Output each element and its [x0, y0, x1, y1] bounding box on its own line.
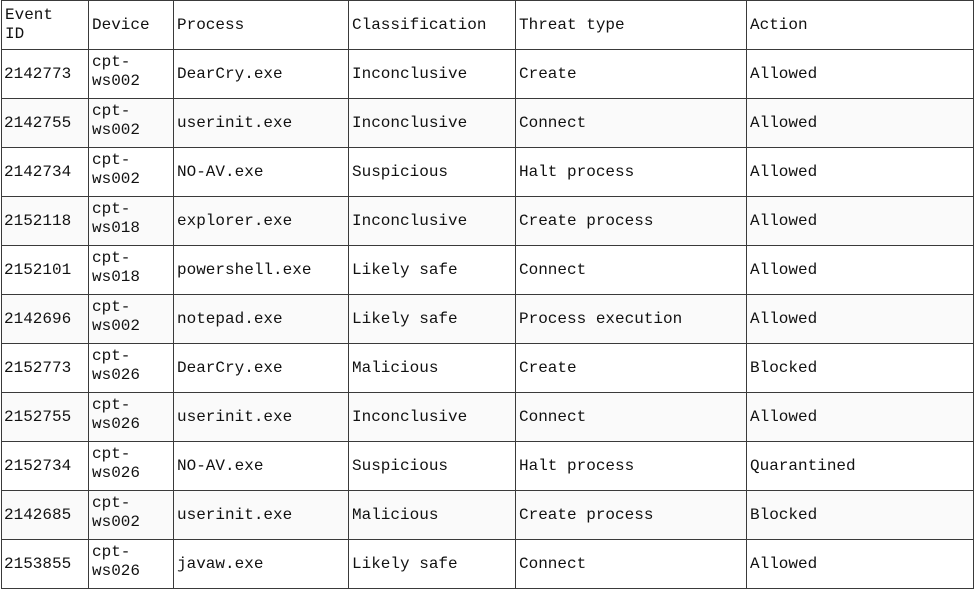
cell-process: explorer.exe [174, 197, 349, 246]
column-header-event-id: Event ID [2, 1, 89, 50]
cell-process: notepad.exe [174, 295, 349, 344]
table-row [2, 246, 974, 295]
table-row [2, 197, 974, 246]
table-row [2, 540, 974, 589]
column-header-device: Device [89, 1, 174, 50]
table-body [2, 50, 974, 589]
cell-process: userinit.exe [174, 491, 349, 540]
cell-threat-type: Process execution [516, 295, 747, 344]
cell-device: cpt- ws026 [89, 540, 174, 589]
cell-event-id: 2152101 [2, 246, 89, 295]
cell-device: cpt- ws002 [89, 50, 174, 99]
cell-threat-type: Connect [516, 540, 747, 589]
cell-classification: Inconclusive [349, 99, 516, 148]
cell-action: Allowed [747, 197, 974, 246]
table-row [2, 344, 974, 393]
cell-process: DearCry.exe [174, 344, 349, 393]
cell-threat-type: Create [516, 50, 747, 99]
cell-threat-type: Create [516, 344, 747, 393]
cell-event-id: 2142773 [2, 50, 89, 99]
cell-process: NO-AV.exe [174, 442, 349, 491]
cell-action: Allowed [747, 393, 974, 442]
cell-classification: Inconclusive [349, 197, 516, 246]
table-row [2, 295, 974, 344]
cell-classification: Likely safe [349, 540, 516, 589]
column-header-process: Process [174, 1, 349, 50]
cell-classification: Likely safe [349, 246, 516, 295]
cell-device: cpt- ws026 [89, 442, 174, 491]
cell-action: Allowed [747, 540, 974, 589]
cell-threat-type: Halt process [516, 148, 747, 197]
cell-event-id: 2142755 [2, 99, 89, 148]
cell-threat-type: Connect [516, 99, 747, 148]
cell-action: Blocked [747, 491, 974, 540]
cell-threat-type: Create process [516, 491, 747, 540]
cell-classification: Inconclusive [349, 393, 516, 442]
cell-process: userinit.exe [174, 99, 349, 148]
cell-threat-type: Connect [516, 393, 747, 442]
cell-action: Allowed [747, 50, 974, 99]
cell-action: Quarantined [747, 442, 974, 491]
cell-classification: Likely safe [349, 295, 516, 344]
cell-action: Blocked [747, 344, 974, 393]
cell-process: NO-AV.exe [174, 148, 349, 197]
table-row [2, 148, 974, 197]
table-row [2, 442, 974, 491]
cell-action: Allowed [747, 295, 974, 344]
cell-device: cpt- ws018 [89, 246, 174, 295]
cell-action: Allowed [747, 148, 974, 197]
cell-event-id: 2152755 [2, 393, 89, 442]
cell-process: javaw.exe [174, 540, 349, 589]
table-row [2, 99, 974, 148]
cell-event-id: 2142685 [2, 491, 89, 540]
cell-threat-type: Create process [516, 197, 747, 246]
table-row [2, 491, 974, 540]
cell-device: cpt- ws002 [89, 99, 174, 148]
cell-classification: Malicious [349, 344, 516, 393]
cell-event-id: 2153855 [2, 540, 89, 589]
cell-threat-type: Connect [516, 246, 747, 295]
cell-event-id: 2142734 [2, 148, 89, 197]
cell-device: cpt- ws002 [89, 148, 174, 197]
cell-event-id: 2142696 [2, 295, 89, 344]
cell-device: cpt- ws002 [89, 491, 174, 540]
cell-action: Allowed [747, 99, 974, 148]
cell-process: DearCry.exe [174, 50, 349, 99]
cell-process: powershell.exe [174, 246, 349, 295]
cell-event-id: 2152118 [2, 197, 89, 246]
cell-device: cpt- ws026 [89, 393, 174, 442]
cell-action: Allowed [747, 246, 974, 295]
cell-classification: Inconclusive [349, 50, 516, 99]
cell-classification: Suspicious [349, 148, 516, 197]
events-table [1, 0, 974, 589]
table-row [2, 50, 974, 99]
column-header-threat-type: Threat type [516, 1, 747, 50]
cell-device: cpt- ws026 [89, 344, 174, 393]
cell-threat-type: Halt process [516, 442, 747, 491]
cell-device: cpt- ws018 [89, 197, 174, 246]
cell-event-id: 2152773 [2, 344, 89, 393]
table-row [2, 393, 974, 442]
cell-process: userinit.exe [174, 393, 349, 442]
header-row [2, 1, 974, 50]
cell-classification: Suspicious [349, 442, 516, 491]
column-header-action: Action [747, 1, 974, 50]
column-header-classification: Classification [349, 1, 516, 50]
cell-classification: Malicious [349, 491, 516, 540]
cell-event-id: 2152734 [2, 442, 89, 491]
cell-device: cpt- ws002 [89, 295, 174, 344]
